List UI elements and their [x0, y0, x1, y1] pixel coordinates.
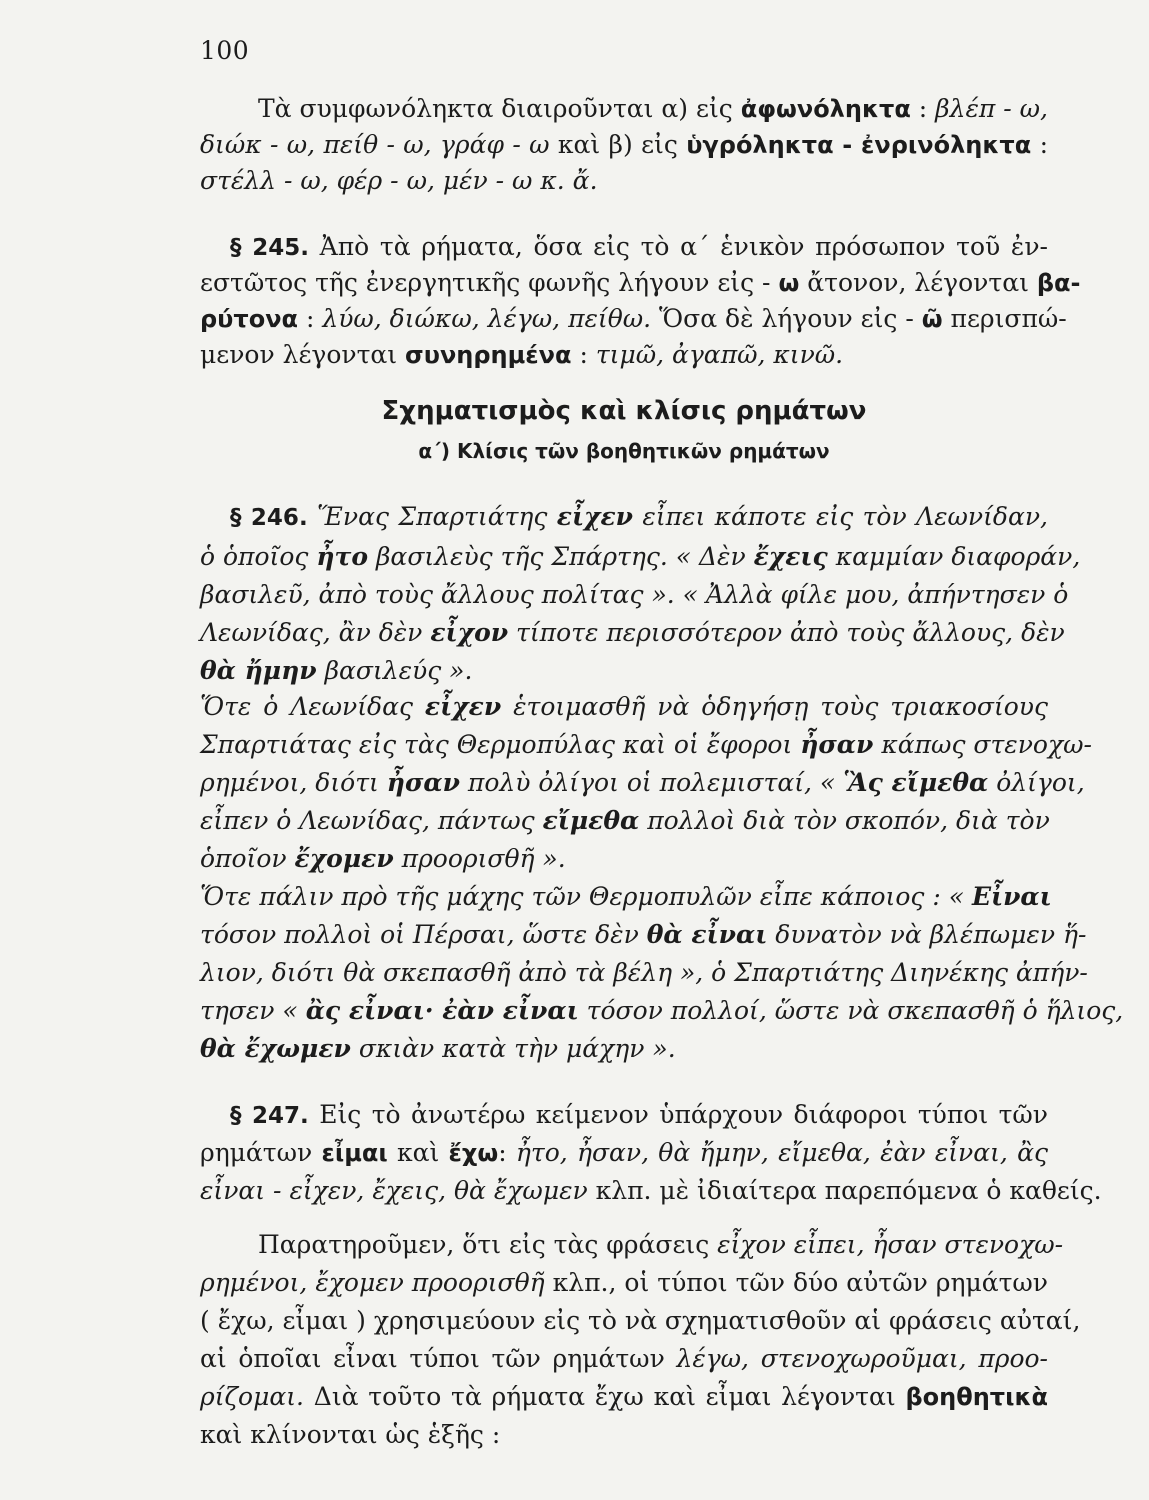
bold-term: ω	[778, 269, 800, 297]
text-span: Διὰ τοῦτο τὰ ρήματα ἔχω καὶ εἶμαι λέγονται	[303, 1382, 906, 1411]
bold-term: ρύτονα	[200, 305, 299, 333]
text-span: :	[571, 340, 596, 369]
text-span: Ἕνας Σπαρτιάτης	[307, 502, 557, 531]
bold-term: ἔχω	[448, 1139, 499, 1167]
text-span: μενον λέγονται	[200, 340, 406, 369]
italic-example: τιμῶ, ἀγαπῶ, κινῶ.	[595, 340, 844, 369]
text-line	[200, 1174, 1102, 1208]
text-span: ὀλίγοι,	[988, 768, 1085, 797]
bold-verb: ἦσαν	[800, 730, 874, 759]
text-line	[200, 918, 1087, 952]
bold-verb: εἶχεν	[556, 502, 634, 531]
text-span: εἶπεν ὁ Λεωνίδας, πάντως	[200, 806, 543, 835]
text-line	[258, 1228, 1064, 1262]
text-line	[200, 266, 1081, 300]
text-span: ἑτοιμασθῆ νὰ ὁδηγήσῃ τοὺς τριακοσίους	[501, 692, 1048, 721]
text-span: βασιλεῦ, ἀπὸ τοὺς ἄλλους πολίτας ». « Ἀλλὰ φίλε μου, ἀπήντησεν ὁ	[200, 580, 1069, 609]
text-line	[200, 842, 1048, 876]
text-span: εστῶτος τῆς ἐνεργητικῆς φωνῆς λήγουν εἰς -	[200, 268, 779, 297]
bold-term: ὑγρόληκτα - ἐνρινόληκτα	[686, 131, 1032, 159]
text-span: πολλοὶ διὰ τὸν σκοπόν, διὰ τὸν	[639, 806, 1050, 835]
text-line	[200, 1418, 1048, 1452]
bold-verb: ἔχομεν	[294, 844, 394, 873]
text-span: Σπαρτιάτας εἰς τὰς Θερμοπύλας καὶ οἱ ἔφοροι	[200, 730, 801, 759]
bold-term: εἶμαι	[321, 1139, 388, 1167]
text-span: ἄτονον, λέγονται	[799, 268, 1037, 297]
text-span: τόσον πολλοί, ὥστε νὰ σκεπασθῆ ὁ ἥλιος,	[578, 996, 1124, 1025]
text-span: :	[498, 1138, 516, 1167]
italic-example: λέγω, στενοχωροῦμαι, προο-	[676, 1344, 1048, 1373]
text-line	[200, 804, 1048, 838]
text-line	[200, 956, 1088, 990]
text-line	[200, 766, 1085, 800]
text-span: Παρατηροῦμεν, ὅτι εἰς τὰς φράσεις	[258, 1230, 718, 1259]
text-line	[200, 1342, 1048, 1376]
text-line	[200, 728, 1092, 762]
text-span: προορισθῆ ».	[393, 844, 566, 873]
text-span: καὶ κλίνονται ὡς ἑξῆς :	[200, 1420, 501, 1449]
bold-verb: ἔχεις	[753, 542, 828, 571]
text-line	[200, 1032, 1048, 1066]
text-span: ὁποῖον	[200, 844, 295, 873]
bold-verb: θὰ ἤμην	[200, 656, 317, 685]
text-span: κάπως στενοχω-	[873, 730, 1092, 759]
italic-example: ρίζομαι.	[200, 1382, 304, 1411]
text-line	[200, 1380, 1048, 1414]
text-line	[200, 690, 1048, 724]
italic-example: εἶχον εἶπει, ἦσαν στενοχω-	[717, 1230, 1064, 1259]
text-span: Ὅσα δὲ λήγουν εἰς -	[651, 304, 922, 333]
text-line	[200, 302, 1067, 336]
text-span: ( ἔχω, εἶμαι ) χρησιμεύουν εἰς τὸ νὰ σχηματισθοῦν αἱ φράσεις αὐταί,	[200, 1306, 1081, 1335]
text-span: Ἀπὸ τὰ ρήματα, ὅσα εἰς τὸ α΄ ἑνικὸν πρόσωπον τοῦ ἐν-	[309, 232, 1048, 261]
bold-term: βοηθητικὰ	[905, 1383, 1048, 1411]
text-span: :	[910, 94, 936, 123]
bold-term: βα-	[1036, 269, 1081, 297]
text-line	[200, 164, 1048, 198]
italic-example: εἶναι - εἶχεν, ἔχεις, θὰ ἔχωμεν	[200, 1176, 588, 1205]
bold-term: ῶ	[921, 305, 943, 333]
text-span: :	[1031, 130, 1049, 159]
text-span: αἱ ὁποῖαι εἶναι τύποι τῶν ρημάτων	[200, 1344, 677, 1373]
section-number: § 247.	[230, 1103, 309, 1129]
section-number: § 245.	[230, 235, 309, 261]
text-line	[200, 1266, 1048, 1300]
text-line	[200, 338, 1048, 372]
text-span: κλπ. μὲ ἰδιαίτερα παρεπόμενα ὁ καθείς.	[587, 1176, 1102, 1205]
italic-example: στέλλ - ω, φέρ - ω, μέν - ω κ. ἄ.	[200, 166, 598, 195]
text-span: δυνατὸν νὰ βλέπωμεν ἥ-	[767, 920, 1087, 949]
text-span: ρημάτων	[200, 1138, 322, 1167]
text-span: Λεωνίδας, ἂν δὲν	[200, 618, 431, 647]
text-span: εἶπει κάποτε εἰς τὸν Λεωνίδαν,	[633, 502, 1048, 531]
bold-verb: ἦτο	[316, 542, 369, 571]
text-span: Ὅτε πάλιν πρὸ τῆς μάχης τῶν Θερμοπυλῶν εἶπε κάποιος : «	[200, 882, 972, 911]
text-line	[200, 540, 1081, 574]
text-line	[230, 230, 1048, 264]
italic-example: διώκ - ω, πείθ - ω, γράφ - ω	[200, 130, 550, 159]
text-line	[200, 1136, 1048, 1170]
text-span: κλπ., οἱ τύποι τῶν δύο αὐτῶν ρημάτων	[544, 1268, 1049, 1297]
text-span: περισπώ-	[942, 304, 1067, 333]
text-span: ρημένοι, διότι	[200, 768, 387, 797]
italic-example: λύω, διώκω, λέγω, πείθω.	[322, 304, 652, 333]
bold-verb: θὰ εἶναι	[646, 920, 768, 949]
text-span: καὶ β) εἰς	[549, 130, 687, 159]
italic-example: ἦτο, ἦσαν, θὰ ἤμην, εἴμεθα, ἐὰν εἶναι, ἂς	[515, 1138, 1049, 1167]
text-span: βασιλεὺς τῆς Σπάρτης. « Δὲν	[368, 542, 754, 571]
section-heading: Σχηματισμὸς καὶ κλίσις ρημάτων	[381, 396, 867, 426]
text-line	[200, 616, 1065, 650]
text-span: καὶ	[387, 1138, 449, 1167]
text-line	[230, 500, 1048, 534]
text-span: τόσον πολλοὶ οἱ Πέρσαι, ὥστε δὲν	[200, 920, 647, 949]
text-line	[200, 128, 1048, 162]
bold-verb: εἶχεν	[424, 692, 502, 721]
bold-verb: εἴμεθα	[542, 806, 640, 835]
text-line	[200, 578, 1069, 612]
text-span: Τὰ συμφωνόληκτα διαιροῦνται α) εἰς	[258, 94, 741, 123]
text-span: τησεν «	[200, 996, 306, 1025]
text-span: πολὺ ὀλίγοι οἱ πολεμισταί, «	[459, 768, 844, 797]
italic-example: ρημένοι, ἔχομεν προορισθῆ	[200, 1268, 545, 1297]
text-line	[230, 1098, 1048, 1132]
subsection-heading: α΄) Κλίσις τῶν βοηθητικῶν ρημάτων	[418, 439, 830, 463]
bold-verb: θὰ ἔχωμεν	[200, 1034, 351, 1063]
text-line	[258, 92, 1048, 126]
bold-verb: ἂς εἶναι· ἐὰν εἶναι	[305, 996, 579, 1025]
section-number: § 246.	[230, 505, 308, 531]
text-span: τίποτε περισσότερον ἀπὸ τοὺς ἄλλους, δὲν	[508, 618, 1065, 647]
bold-term: ἀφωνόληκτα	[740, 95, 911, 123]
page-number: 100	[200, 36, 250, 65]
text-span: καμμίαν διαφοράν,	[827, 542, 1081, 571]
text-span: :	[298, 304, 323, 333]
text-line	[200, 880, 1052, 914]
text-line	[200, 654, 1048, 688]
text-line	[200, 1304, 1081, 1338]
text-span: ὁ ὁποῖος	[200, 542, 317, 571]
bold-verb: Εἶναι	[971, 882, 1052, 911]
bold-verb: Ἃς εἴμεθα	[843, 768, 989, 797]
text-span: Εἰς τὸ ἀνωτέρω κείμενον ὑπάρχουν διάφοροι τύποι τῶν	[308, 1100, 1048, 1129]
text-span: Ὅτε ὁ Λεωνίδας	[200, 692, 425, 721]
bold-term: συνηρημένα	[405, 341, 572, 369]
bold-verb: ἦσαν	[386, 768, 460, 797]
bold-verb: εἶχον	[430, 618, 509, 647]
text-line	[200, 994, 1124, 1028]
text-span: σκιὰν κατὰ τὴν μάχην ».	[350, 1034, 676, 1063]
text-span: βασιλεύς ».	[316, 656, 473, 685]
text-span: λιον, διότι θὰ σκεπασθῆ ἀπὸ τὰ βέλη », ὁ Σπαρτιάτης Διηνέκης ἀπήν-	[200, 958, 1088, 987]
italic-example: βλέπ - ω,	[935, 94, 1048, 123]
